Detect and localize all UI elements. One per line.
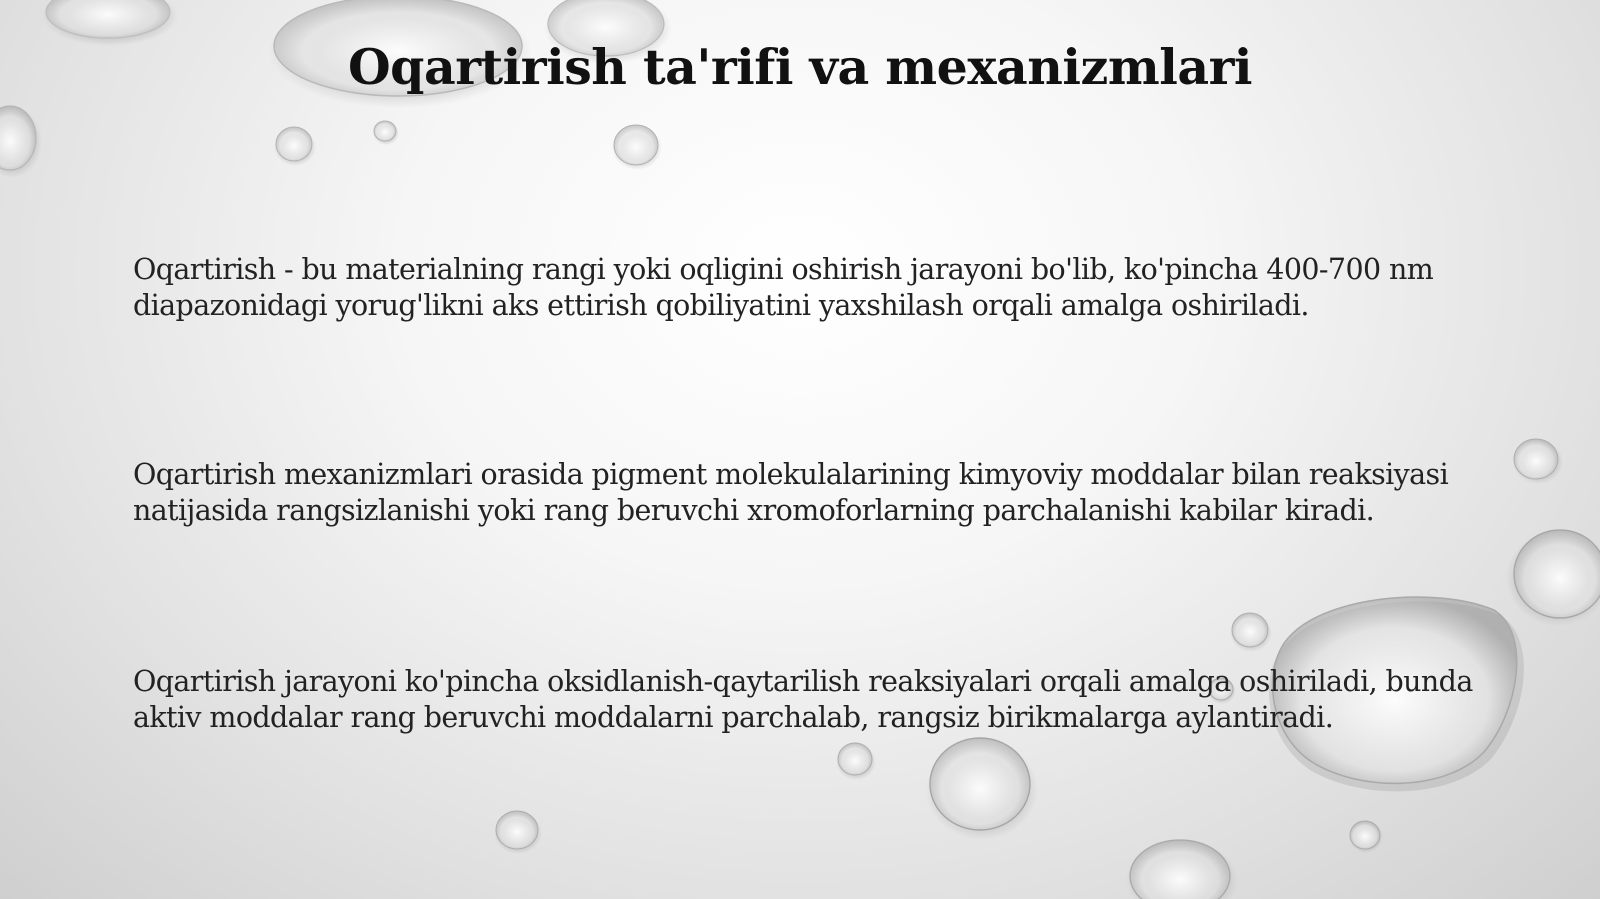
drop [1126,840,1238,899]
drop [494,811,542,854]
paragraph-mechanisms: Oqartirish mexanizmlari orasida pigment molekulalarining kimyoviy moddalar bilan reaksiyasi natijasida rangsizlanishi yoki rang beruvchi xromoforlarning parchalanishi kabilar kiradi. [133,458,1449,527]
drop [373,121,399,145]
drop [836,743,876,780]
drop [1349,821,1383,853]
paragraph-redox-process: Oqartirish jarayoni ko'pincha oksidlanish-qaytarilish reaksiyalari orqali amalga oshiriladi, bunda aktiv moddalar rang beruvchi moddalarni parchalab, rangsiz birikmalarga aylantiradi. [133,665,1473,734]
drop [274,127,316,166]
drop [1230,613,1272,652]
drop [1506,530,1600,626]
slide-title: Oqartirish ta'rifi va mexanizmlari [348,38,1252,96]
drop [926,738,1038,840]
paragraph-definition: Oqartirish - bu materialning rangi yoki oqligini oshirish jarayoni bo'lib, ko'pincha 400-700 nm diapazonidagi yorug'likni aks ettirish qobiliyatini yaxshilash orqali amalga oshiriladi. [133,253,1434,322]
drop [0,106,42,178]
drop [612,125,662,170]
